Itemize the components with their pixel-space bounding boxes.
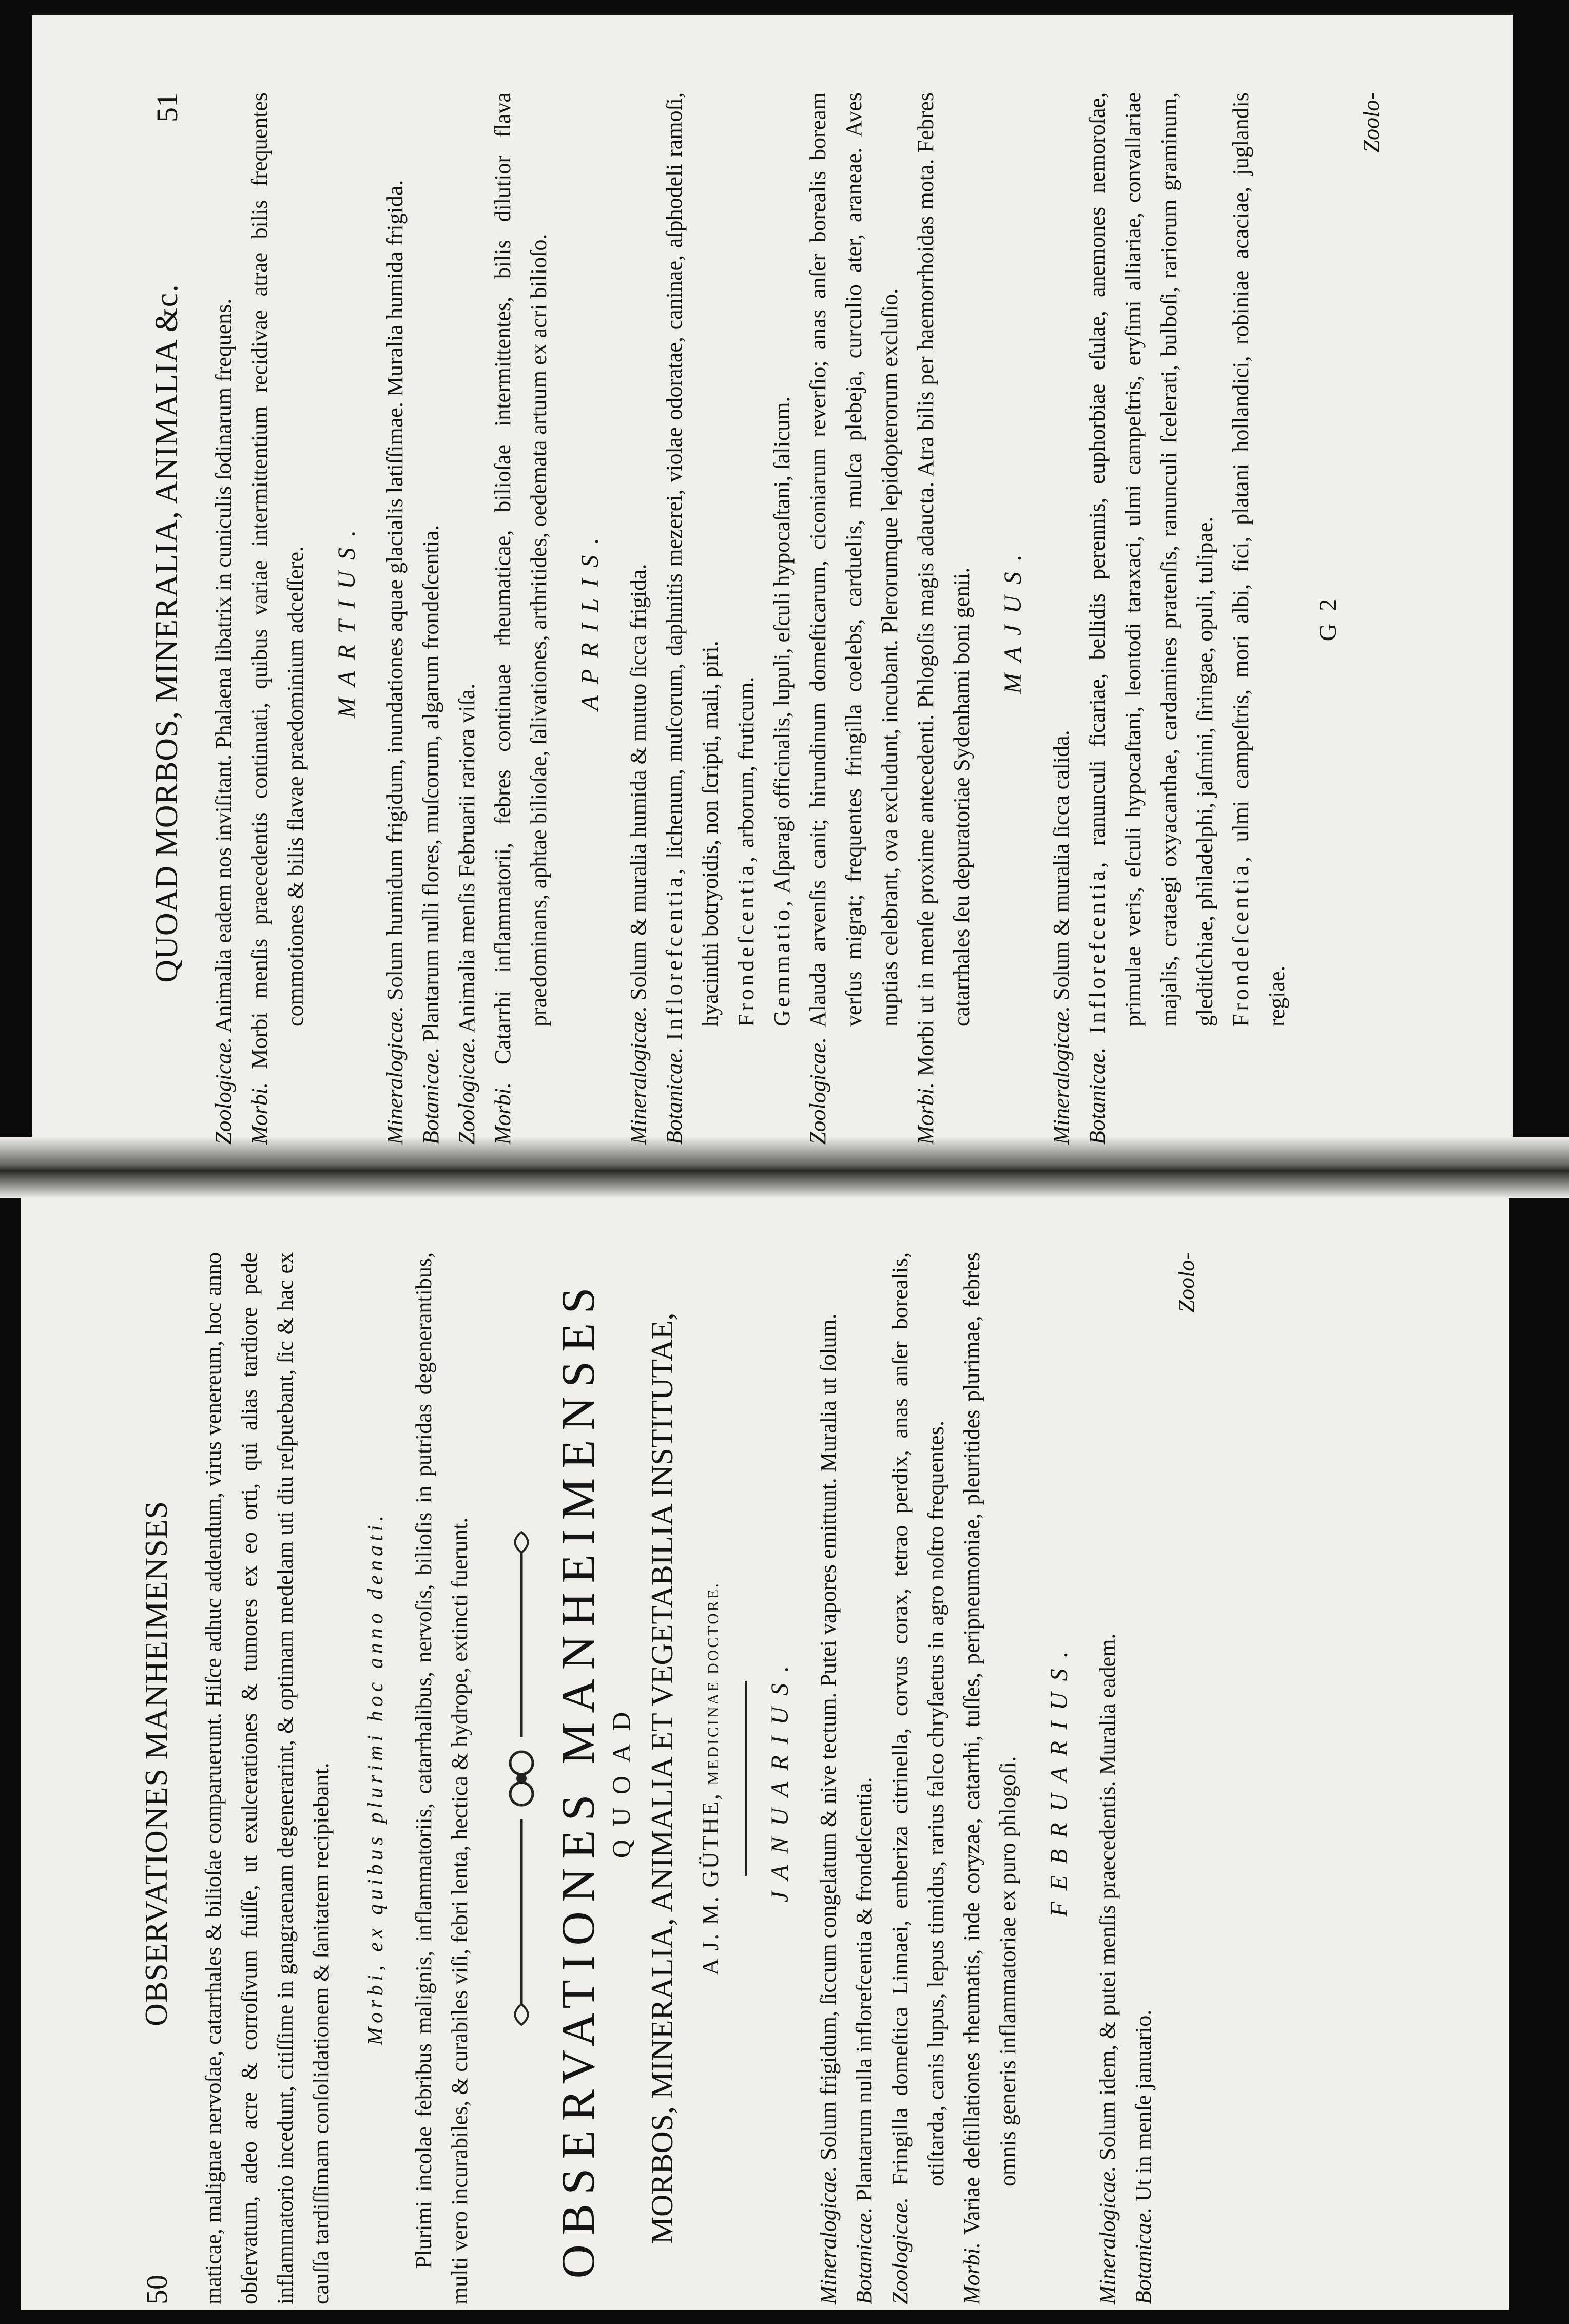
entry-label: Zoologicae. bbox=[211, 1037, 236, 1145]
entry-subhead: Frondeſcentia, bbox=[733, 854, 759, 1027]
morbi-heading: Morbi, ex quibus plurimi hoc anno denati. bbox=[364, 1512, 388, 2045]
entry-botanicae bbox=[413, 92, 449, 1145]
entry-label: Mineralogicae. bbox=[1095, 2165, 1120, 2304]
entry-label: Zoologicae. bbox=[454, 1037, 479, 1145]
entry-mineralogicae bbox=[377, 92, 413, 1145]
entry-morbi bbox=[908, 92, 980, 1145]
entry-botanicae bbox=[1126, 1252, 1161, 2304]
entry-text: Plantarum nulla inflorefcentia & frondeſcentia. bbox=[851, 1777, 877, 2202]
title-quoad: QUOAD bbox=[607, 1698, 635, 1858]
entry-label: Botanicae. bbox=[662, 1047, 687, 1145]
footer bbox=[1169, 1252, 1205, 2304]
entry-text: Ut in menſe januario. bbox=[1131, 2009, 1156, 2202]
entry-morbi bbox=[485, 92, 557, 1145]
entry-mineralogicae bbox=[1090, 1252, 1126, 2304]
running-head bbox=[149, 92, 185, 1145]
author-degree: MEDICINAE DOCTORE. bbox=[705, 1581, 722, 1785]
entry-label: Morbi. bbox=[913, 1082, 938, 1145]
entry-text: Catarrhi inflammatorii, febres continuae rheumaticae, bilioſae intermittentes, bilis dilutior flava praedominans, aphtae bilioſae, ſalivationes, arthritides, oedemata artuum ex acri bilioſo. bbox=[490, 92, 551, 1065]
catchword: Zoolo- bbox=[1174, 1252, 1199, 1313]
entry-label: Morbi. bbox=[959, 2242, 984, 2304]
entry-botanicae bbox=[656, 92, 728, 1145]
entry-label: Mineralogicae. bbox=[382, 1005, 408, 1145]
page-50-body bbox=[196, 1252, 1205, 2304]
entry-label: Mineralogicae. bbox=[626, 1005, 651, 1145]
page-51-body bbox=[206, 92, 1389, 1145]
entry-label: Zoologicae. bbox=[805, 1037, 830, 1145]
intro-paragraph: maticae, malignae nervoſae, catarrhales & bilioſae comparuerunt. Hiſce adhuc addendum, virus venereum, hoc anno obſervatum, adeo acre & corroſivum fuiſſe, ut exulcerationes & tumores ex eo orti, qui alias tardiore pede inflammatorio incedunt, citiſſime in gangraenam degenerarint, & optimam medelam uti diu reſpuebant, ſic & hac ex cauſſa tardiſſimam conſolidationem & ſanitatem recipiebant. bbox=[201, 1252, 334, 2304]
entry-botanicae-frondescentia bbox=[728, 92, 764, 1145]
document-title: OBSERVATIONES MANHEIMENSES bbox=[552, 1278, 604, 2279]
entry-text: Plantarum nulli flores, muſcorum, algarum frondeſcentia. bbox=[418, 525, 443, 1042]
running-head-title: QUOAD MORBOS, MINERALIA, ANIMALIA &c. bbox=[149, 284, 184, 983]
author-name: A J. M. GÜTHE, bbox=[697, 1792, 723, 1976]
footer bbox=[1353, 92, 1389, 1145]
entry-morbi bbox=[242, 92, 314, 1145]
entry-subhead: Inflorefcentia, bbox=[662, 865, 687, 1040]
entry-label: Morbi. bbox=[247, 1082, 272, 1145]
entry-zoologicae bbox=[206, 92, 242, 1145]
entry-text: Solum & muralia ſicca calida. bbox=[1049, 730, 1074, 1000]
entry-zoologicae bbox=[800, 92, 908, 1145]
document-subtitle: MORBOS, MINERALIA, ANIMALIA ET VEGETABILIA INSTITUTAE, bbox=[645, 1312, 679, 2244]
entry-label: Botanicae. bbox=[418, 1047, 443, 1145]
author-line bbox=[692, 1252, 731, 2304]
page-number: 50 bbox=[140, 2275, 173, 2304]
entry-botanicae-frondescentia bbox=[1223, 92, 1295, 1145]
entry-subhead: Gemmatio, bbox=[769, 898, 795, 1027]
running-head-title: OBSERVATIONES MANHEIMENSES bbox=[139, 1500, 174, 2027]
entry-text: Solum & muralia humida & mutuo ſicca frigida. bbox=[626, 564, 651, 1000]
entry-text: Morbi ut in menſe proxime antecedenti. Phlogoſis magis adaucta. Atra bilis per haemorrhoidas mota. Febres catarrhales ſeu depuratoriae Sydenhami boni genii. bbox=[913, 92, 974, 1076]
entry-text: Solum idem, & putei menſis praecedentis. Muralia eadem. bbox=[1095, 1633, 1120, 2160]
entry-botanicae bbox=[846, 1252, 882, 2304]
entry-text: Animalia eadem nos inviſitant. Phalaena libatrix in cuniculis ſodinarum frequens. bbox=[211, 298, 236, 1033]
entry-mineralogicae bbox=[621, 92, 656, 1145]
title-rule bbox=[745, 1681, 747, 1876]
entry-botanicae bbox=[1079, 92, 1223, 1145]
entry-text: Solum humidum frigidum, inundationes aquae glacialis latiſſimae. Muralia humida frigida. bbox=[382, 180, 408, 1000]
entry-mineralogicae bbox=[1043, 92, 1079, 1145]
entry-label: Zoologicae. bbox=[887, 2197, 913, 2304]
entry-text: Variae deſtillationes rheumatis, inde coryzae, catarrhi, tuſſes, peripneumoniae, pleuritides plurimae, febres omnis generis inflammatoriae ex puro phlogoſi. bbox=[959, 1252, 1020, 2235]
page-50 bbox=[139, 1252, 1524, 2304]
month-heading-januarius: JANUARIUS. bbox=[766, 1654, 793, 1903]
entry-morbi bbox=[954, 1252, 1026, 2304]
page-51 bbox=[149, 92, 1535, 1145]
entry-text: ulmi campeſtris, mori albi, fici, platani hollandici, robiniae acaciae, juglandis regiae. bbox=[1228, 92, 1289, 1027]
month-heading-martius: MARTIUS. bbox=[333, 519, 360, 718]
entry-label: Botanicae. bbox=[1131, 2207, 1156, 2304]
morbi-paragraph: Plurimi incolae febribus malignis, inflammatoriis, catarrhalibus, nervoſis, bilioſis in putridas degenerantibus, multi vero incurabiles, & curabiles viſi, febri lenta, hectica & hydrope, extincti fuerunt. bbox=[411, 1252, 472, 2304]
entry-text: Fringilla domeſtica Linnaei, emberiza citrinella, corvus corax, tetrao perdix, anas anſer borealis, otiſtarda, canis lupus, lepus timidus, rarius falco chryſaetus in agro noſtro frequentes. bbox=[887, 1252, 948, 2186]
entry-label: Botanicae. bbox=[1084, 1047, 1110, 1145]
entry-label: Morbi. bbox=[490, 1082, 515, 1145]
entry-text: lichenum, muſcorum, daphnitis mezerei, violae odoratae, caninae, aſphodeli ramoſi, hyacinthi botryoidis, non ſcripti, mali, piri. bbox=[662, 92, 723, 1027]
month-heading-majus: MAJUS. bbox=[999, 543, 1026, 694]
entry-label: Mineralogicae. bbox=[1049, 1005, 1074, 1145]
entry-botanicae-gemmatio bbox=[764, 92, 800, 1145]
running-head bbox=[139, 1252, 175, 2304]
entry-zoologicae bbox=[449, 92, 485, 1145]
signature-mark: G 2 bbox=[1314, 595, 1342, 642]
month-heading-februarius: FEBRUARIUS. bbox=[1045, 1640, 1073, 1917]
entry-text: ranunculi ficariae, bellidis perennis, euphorbiae eſulae, anemones nemoroſae, primulae veris, eſculi hypocaſtani, leontodi taraxaci, ulmi campeſtris, eryſimi alliariae, convallariae majalis, crataegi oxyacanthae, cardamines pratenſis, ranunculi ſcelerati, bulboſi, rariorum graminum, gleditſchiae, philadelphi, jaſmini, ſiringae, opuli, tulipae. bbox=[1084, 92, 1217, 1027]
entry-text: arborum, fruticum. bbox=[733, 676, 759, 848]
book-gutter bbox=[0, 1137, 1569, 1198]
entry-subhead: Frondeſcentia, bbox=[1228, 854, 1253, 1027]
page-number: 51 bbox=[150, 92, 184, 122]
entry-label: Botanicae. bbox=[851, 2207, 877, 2304]
entry-text: Alauda arvenſis canit; hirundinum domeſticarum, ciconiarum reverſio; anas anſer borealis boream verſus migrat; frequentes fringilla coelebs, carduelis, muſca plebeja, curculio ater, araneae. Aves nuptias celebrant, ova excludunt, incubant. Plerorumque lepidopterorum excluſio. bbox=[805, 92, 902, 1028]
entry-text: Aſparagi officinalis, lupuli, eſculi hypocaſtani, ſalicum. bbox=[769, 396, 795, 894]
entry-label: Mineralogicae. bbox=[816, 2165, 841, 2304]
entry-zoologicae bbox=[882, 1252, 954, 2304]
entry-text: Solum frigidum, ſiccum congelatum & nive tectum. Putei vapores emittunt. Muralia ut ſolum. bbox=[816, 1313, 841, 2160]
catchword: Zoolo- bbox=[1359, 92, 1384, 153]
entry-text: Animalia menſis Februarii rariora viſa. bbox=[454, 683, 479, 1033]
ornament-rule-icon bbox=[498, 1522, 545, 2035]
entry-text: Morbi menſis praecedentis continuati, quibus variae intermittentium recidivae atrae bilis frequentes commotiones & bilis flavae praedominium adceſſere. bbox=[247, 92, 308, 1069]
month-heading-aprilis: APRILIS. bbox=[576, 526, 604, 711]
entry-subhead: Inflorefcentia, bbox=[1084, 859, 1110, 1034]
entry-mineralogicae bbox=[810, 1252, 846, 2304]
